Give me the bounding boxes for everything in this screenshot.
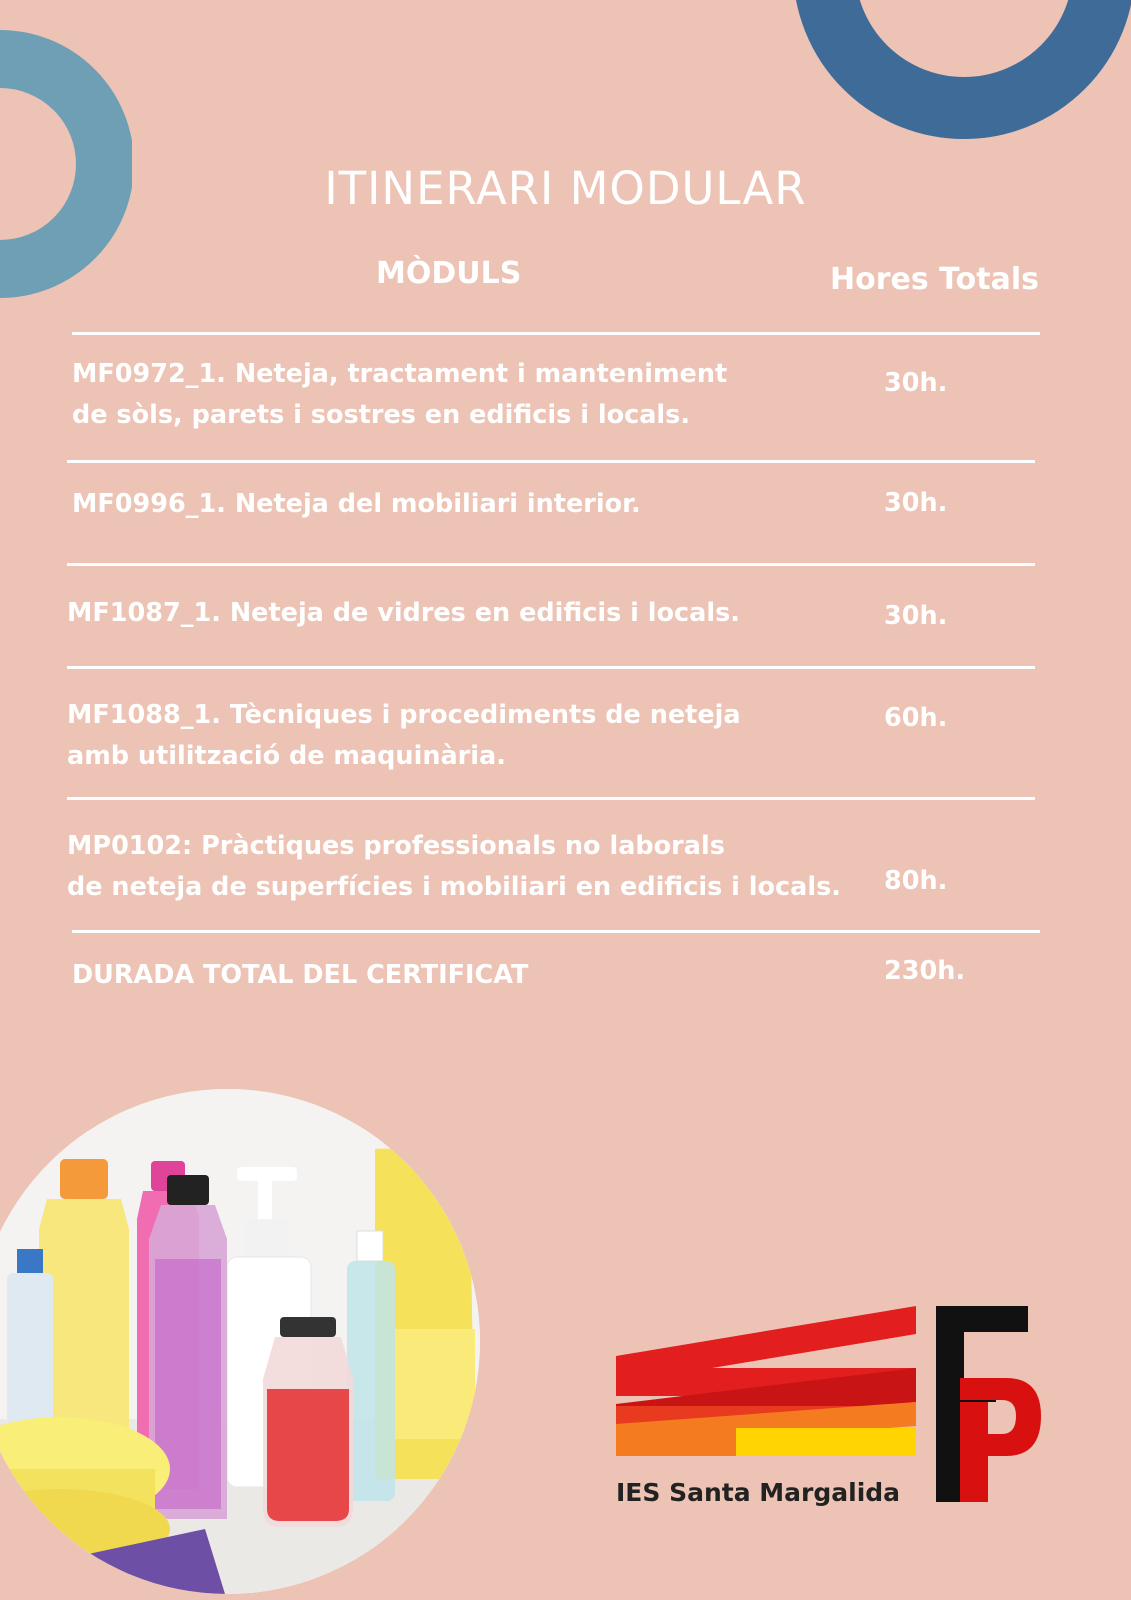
module-row — [67, 695, 741, 777]
total-hours: 230h. — [884, 956, 966, 986]
divider — [67, 563, 1035, 566]
module-name-cont: de sòls, parets i sostres en edificis i locals. — [72, 400, 691, 430]
module-name: MP0102: Pràctiques professionals no laborals — [67, 831, 725, 861]
fp-letters — [936, 1306, 1041, 1502]
module-hours: 30h. — [884, 601, 948, 631]
modules-header: MÒDULS — [376, 256, 522, 291]
module-row — [67, 826, 841, 908]
module-name: MF1087_1. Neteja de vidres en edificis i locals. — [67, 598, 740, 628]
module-hours: 80h. — [884, 866, 948, 896]
module-name: MF0996_1. Neteja del mobiliari interior. — [72, 489, 641, 519]
school-name: IES Santa Margalida — [616, 1478, 901, 1507]
divider — [67, 666, 1035, 669]
cleaning-bottles-illustration — [0, 1089, 480, 1594]
module-name: MF1088_1. Tècniques i procediments de neteja — [67, 700, 741, 730]
hours-header: Hores Totals — [830, 262, 1039, 297]
page-title: ITINERARI MODULAR — [324, 162, 807, 215]
cleaning-products-photo — [0, 1089, 480, 1594]
divider — [72, 332, 1040, 335]
module-row — [72, 354, 727, 436]
module-hours: 30h. — [884, 368, 948, 398]
module-name-cont: amb utilització de maquinària. — [67, 741, 506, 771]
total-label: DURADA TOTAL DEL CERTIFICAT — [72, 960, 529, 990]
divider — [67, 460, 1035, 463]
module-name: MF0972_1. Neteja, tractament i manteniment — [72, 359, 728, 389]
decorative-ring-right — [792, 0, 1131, 140]
module-row — [67, 593, 740, 634]
module-row — [72, 484, 641, 525]
divider — [67, 797, 1035, 800]
module-name-cont: de neteja de superfícies i mobiliari en edificis i locals. — [67, 872, 841, 902]
module-hours: 30h. — [884, 488, 948, 518]
logo-stripes — [616, 1306, 916, 1456]
divider — [72, 930, 1040, 933]
module-hours: 60h. — [884, 703, 948, 733]
